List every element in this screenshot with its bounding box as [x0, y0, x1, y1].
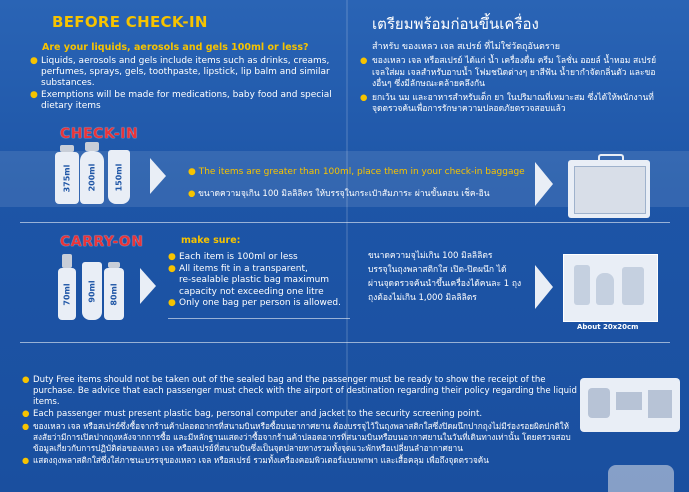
carryon-label: CARRY-ON: [60, 234, 144, 250]
arrow-right-icon: [535, 265, 553, 309]
bottle-cap: [85, 142, 99, 151]
tube-150ml: 150ml: [108, 150, 130, 204]
jacket-icon: [588, 388, 610, 418]
title-thai: เตรียมพร้อมก่อนขึ้นเครื่อง: [372, 15, 539, 33]
bullet-icon: ●: [168, 252, 176, 262]
checkin-text-thai: ● ขนาดความจุเกิน 100 มิลลิลิตร ให้บรรจุในกระเป๋าสัมภาระ ผ่านขั้นตอน เช็ค-อิน: [188, 189, 490, 199]
title-english: BEFORE CHECK-IN: [52, 13, 208, 31]
list-item: ● ของเหลว เจล หรือสเปรย์ซึ่งซื้อจากร้านค้าปลอดอากรที่สนามบินหรือซื้อบนอากาศยาน ต้องบรรจุไว้ในถุงพลาสติกใสซึ่งปิดผนึกปากถุงไม่มีร่องรอยผิดปกติให้สงสัยว่ามีการเปิดปากถุงหลังจากการซื้อ และมีหลักฐานแสดงว่าซื้อจากร้านค้าปลอดอากรที่สนามบินหรือบนอากาศยานในวันที่เดินทางเท่านั้น โดยตรวจสอบข้อมูลเกี่ยวกับการปฏิบัติต่อของเหลว เจล หรือสเปรย์ที่สนามบินซึ่งเป็นจุดปลายทางรวมทั้งจุดแวะพักหรือเปลี่ยนลำอากาศยาน: [22, 421, 571, 453]
bag-size-label: About 20x20cm: [577, 323, 639, 331]
bullet-icon: ●: [188, 167, 199, 177]
bottle-80ml: 80ml: [104, 268, 124, 320]
intro-subtitle-thai: สำหรับ ของเหลว เจล สเปรย์ ที่ไม่ใช่วัตถุอันตราย: [372, 42, 561, 52]
list-item-continued: capacity not exceeding one litre: [179, 286, 324, 297]
tube-90ml: 90ml: [82, 262, 102, 320]
bottle-375ml: 375ml: [55, 152, 79, 204]
bottle-200ml: 200ml: [80, 151, 104, 204]
carryon-list: [168, 252, 348, 310]
carryon-text-thai: ขนาดความจุไม่เกิน 100 มิลลิลิตร บรรจุในถุงพลาสติกใส เปิด-ปิดผนึก ได้ ผ่านจุดตรวจค้นนำขึ้นเครื่องได้คนละ 1 ถุง ถุงต้องไม่เกิน 1,000 มิลลิลิตร: [368, 251, 522, 303]
arrow-right-icon: [140, 268, 156, 304]
checkin-text-english: ● The items are greater than 100ml, place them in your check-in baggage: [188, 167, 525, 177]
plastic-bag-icon: [563, 254, 658, 322]
bullet-icon: ●: [22, 375, 30, 385]
intro-question: Are your liquids, aerosols and gels 100ml or less?: [42, 42, 309, 53]
intro-list-thai: [360, 56, 660, 118]
bottle-70ml: 70ml: [58, 268, 76, 320]
list-item: ● All items fit in a transparent,: [168, 263, 308, 274]
list-item: ● Only one bag per person is allowed.: [168, 298, 341, 308]
bag-icon: [648, 390, 672, 418]
list-item: ● Each passenger must present plastic bag, personal computer and jacket to the security screening point.: [22, 409, 483, 419]
intro-list-english: [30, 56, 335, 113]
bullet-icon: ●: [30, 56, 38, 66]
divider: [168, 318, 350, 319]
bottle-cap: [60, 145, 74, 152]
list-item: ● Exemptions will be made for medications, baby food and special dietary items: [30, 90, 332, 111]
bullet-icon: ●: [360, 92, 368, 103]
bullet-icon: ●: [22, 421, 30, 431]
suitcase-icon: [568, 160, 650, 218]
bullet-icon: ●: [22, 409, 30, 419]
bullet-icon: ●: [360, 56, 368, 66]
footer-notes: [22, 375, 582, 467]
arrow-right-icon: [150, 158, 166, 194]
bullet-icon: ●: [22, 455, 30, 465]
divider: [20, 222, 670, 223]
bullet-icon: ●: [168, 298, 176, 308]
pump-cap: [62, 254, 72, 268]
list-item: ● แสดงถุงพลาสติกใส่ซึ่งใส่ภาชนะบรรจุของเหลว เจล หรือสเปรย์ รวมทั้งเครื่องคอมพิวเตอร์แบบพกพา และเสื้อคลุม เพื่อถึงจุดตรวจค้น: [22, 455, 489, 465]
checkin-label: CHECK-IN: [60, 126, 139, 142]
list-item: ● Duty Free items should not be taken out of the sealed bag and the passenger must be ready to show the receipt of the purchase. Be advice that each passenger must check with the airport of destination regarding their policy regarding the liquid items.: [22, 375, 577, 407]
bullet-icon: ●: [30, 90, 38, 100]
divider: [20, 342, 670, 343]
list-item: ● ยกเว้น นม และอาหารสำหรับเด็ก ยา ในปริมาณที่เหมาะสม ซึ่งได้ให้พนักงานที่จุดตรวจค้นเพื่อการรักษาความปลอดภัยตรวจสอบแล้ว: [360, 92, 654, 114]
list-item: ● Liquids, aerosols and gels include items such as drinks, creams, perfumes, sprays, gels, toothpaste, lipstick, lip balm and similar substances.: [30, 56, 330, 88]
list-item-continued: re-sealable plastic bag maximum: [179, 275, 330, 285]
list-item: ● ของเหลว เจล หรือสเปรย์ ได้แก่ น้ำ เครื่องดื่ม ครีม โลชั่น ออยล์ น้ำหอม สเปรย์ เจลใส่ผม เจลสำหรับอาบน้ำ โฟมชนิดต่างๆ ยาสีฟัน น้ำยากำจัดกลิ่นตัว และของอื่นๆ ซึ่งมีลักษณะคล้ายคลึงกัน: [360, 56, 657, 89]
screening-tray-icon: [580, 378, 680, 432]
bullet-icon: ●: [188, 189, 199, 199]
hand-icon: [608, 465, 674, 492]
laptop-icon: [616, 392, 642, 410]
make-sure-label: make sure:: [181, 235, 241, 246]
list-item: ● Each item is 100ml or less: [168, 252, 298, 262]
bullet-icon: ●: [168, 263, 176, 274]
arrow-right-icon: [535, 162, 553, 206]
